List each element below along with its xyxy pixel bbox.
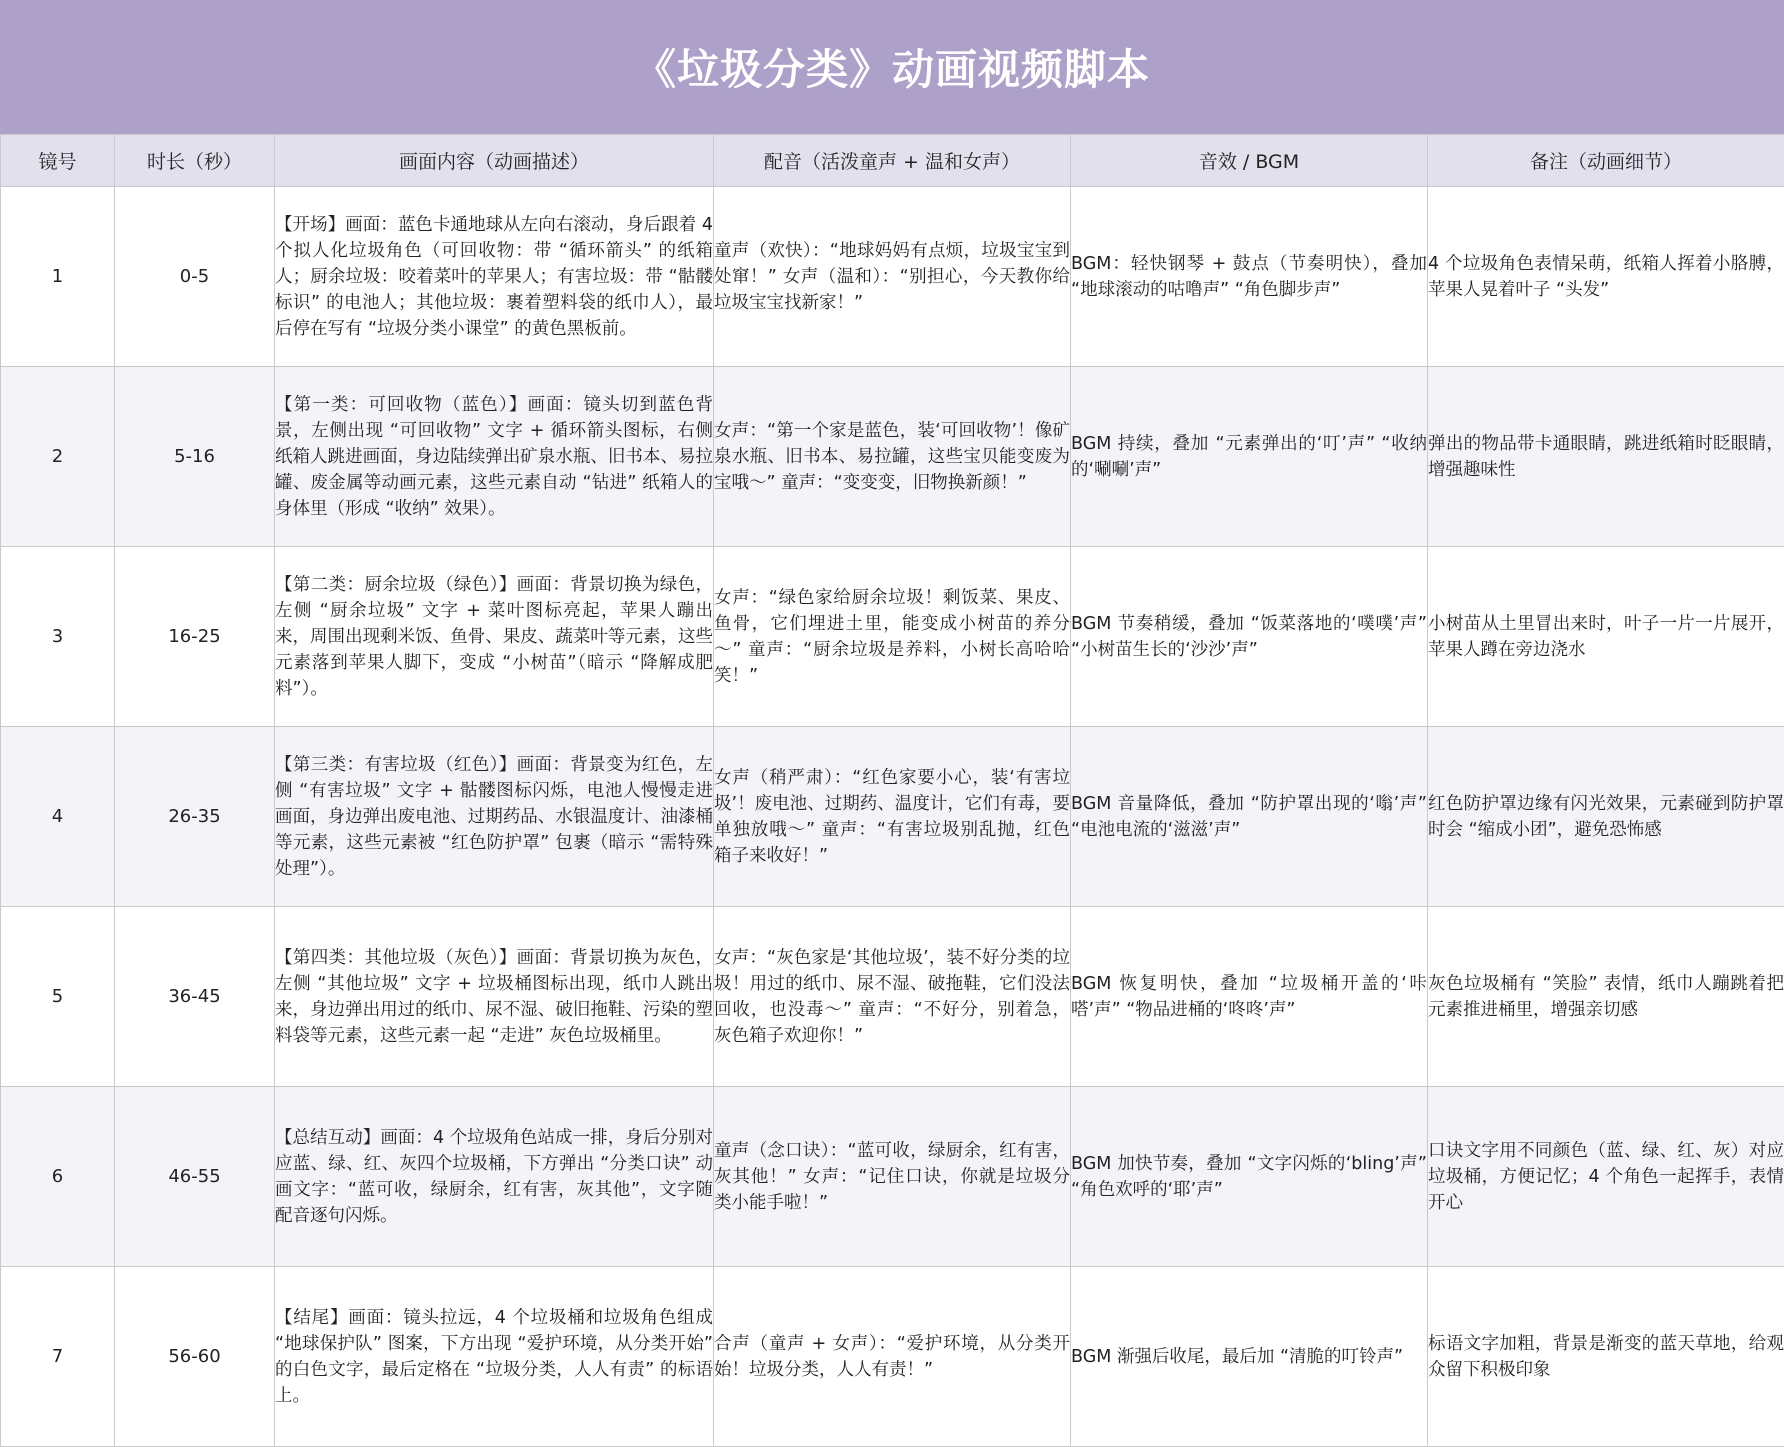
shot-cell: 5 [1, 907, 115, 1087]
duration-cell: 16-25 [115, 547, 275, 727]
sfx-cell: BGM 恢复明快，叠加 “垃圾桶开盖的‘咔嗒’声” “物品进桶的‘咚咚’声” [1071, 907, 1428, 1087]
voice-cell: 合声（童声 + 女声）：“爱护环境，从分类开始！垃圾分类，人人有责！” [714, 1267, 1071, 1447]
duration-cell: 36-45 [115, 907, 275, 1087]
voice-cell: 童声（欢快）：“地球妈妈有点烦，垃圾宝宝到处窜！” 女声（温和）：“别担心，今天教你给垃圾宝宝找新家！” [714, 187, 1071, 367]
scene-cell: 【结尾】画面：镜头拉远，4 个垃圾桶和垃圾角色组成 “地球保护队” 图案，下方出现 “爱护环境，从分类开始” 的白色文字，最后定格在 “垃圾分类，人人有责” 的标语上。 [275, 1267, 714, 1447]
sfx-cell: BGM：轻快钢琴 + 鼓点（节奏明快），叠加 “地球滚动的咕噜声” “角色脚步声” [1071, 187, 1428, 367]
voice-cell: 女声：“第一个家是蓝色，装‘可回收物’！像矿泉水瓶、旧书本、易拉罐，这些宝贝能变废为宝哦～” 童声：“变变变，旧物换新颜！” [714, 367, 1071, 547]
table-row [1, 727, 1784, 907]
column-header-scene: 画面内容（动画描述） [275, 135, 714, 187]
duration-cell: 26-35 [115, 727, 275, 907]
sfx-cell: BGM 渐强后收尾，最后加 “清脆的叮铃声” [1071, 1267, 1428, 1447]
notes-cell: 口诀文字用不同颜色（蓝、绿、红、灰）对应垃圾桶，方便记忆；4 个角色一起挥手，表情开心 [1428, 1087, 1784, 1267]
duration-cell: 56-60 [115, 1267, 275, 1447]
notes-cell: 弹出的物品带卡通眼睛，跳进纸箱时眨眼睛，增强趣味性 [1428, 367, 1784, 547]
sfx-cell: BGM 加快节奏，叠加 “文字闪烁的‘bling’声” “角色欢呼的‘耶’声” [1071, 1087, 1428, 1267]
notes-cell: 灰色垃圾桶有 “笑脸” 表情，纸巾人蹦跳着把元素推进桶里，增强亲切感 [1428, 907, 1784, 1087]
table-row [1, 367, 1784, 547]
shot-cell: 6 [1, 1087, 115, 1267]
table-row [1, 1267, 1784, 1447]
sfx-cell: BGM 音量降低，叠加 “防护罩出现的‘嗡’声” “电池电流的‘滋滋’声” [1071, 727, 1428, 907]
title-bar [0, 0, 1784, 135]
shot-cell: 4 [1, 727, 115, 907]
column-header-notes: 备注（动画细节） [1428, 135, 1784, 187]
column-header-shot: 镜号 [1, 135, 115, 187]
column-header-duration: 时长（秒） [115, 135, 275, 187]
table-row [1, 907, 1784, 1087]
scene-cell: 【开场】画面：蓝色卡通地球从左向右滚动，身后跟着 4 个拟人化垃圾角色（可回收物：带 “循环箭头” 的纸箱人；厨余垃圾：咬着菜叶的苹果人；有害垃圾：带 “骷髅标识” 的电池人；其他垃圾：裹着塑料袋的纸巾人），最后停在写有 “垃圾分类小课堂” 的黄色黑板前。 [275, 187, 714, 367]
duration-cell: 0-5 [115, 187, 275, 367]
shot-cell: 2 [1, 367, 115, 547]
voice-cell: 女声：“灰色家是‘其他垃圾’，装不好分类的垃圾！用过的纸巾、尿不湿、破拖鞋，它们没法回收，也没毒～” 童声：“不好分，别着急，灰色箱子欢迎你！” [714, 907, 1071, 1087]
shot-cell: 7 [1, 1267, 115, 1447]
table-row [1, 547, 1784, 727]
notes-cell: 红色防护罩边缘有闪光效果，元素碰到防护罩时会 “缩成小团”，避免恐怖感 [1428, 727, 1784, 907]
notes-cell: 4 个垃圾角色表情呆萌，纸箱人挥着小胳膊，苹果人晃着叶子 “头发” [1428, 187, 1784, 367]
scene-cell: 【第三类：有害垃圾（红色）】画面：背景变为红色，左侧 “有害垃圾” 文字 + 骷髅图标闪烁，电池人慢慢走进画面，身边弹出废电池、过期药品、水银温度计、油漆桶等元素，这些元素被 “红色防护罩” 包裹（暗示 “需特殊处理”）。 [275, 727, 714, 907]
shot-cell: 3 [1, 547, 115, 727]
table-header-row [1, 135, 1784, 187]
page-title: 《垃圾分类》动画视频脚本 [633, 45, 1150, 94]
scene-cell: 【第二类：厨余垃圾（绿色）】画面：背景切换为绿色，左侧 “厨余垃圾” 文字 + 菜叶图标亮起，苹果人蹦出来，周围出现剩米饭、鱼骨、果皮、蔬菜叶等元素，这些元素落到苹果人脚下，变成 “小树苗”（暗示 “降解成肥料”）。 [275, 547, 714, 727]
voice-cell: 女声：“绿色家给厨余垃圾！剩饭菜、果皮、鱼骨，它们埋进土里，能变成小树苗的养分～” 童声：“厨余垃圾是养料，小树长高哈哈笑！” [714, 547, 1071, 727]
shot-cell: 1 [1, 187, 115, 367]
voice-cell: 童声（念口诀）：“蓝可收，绿厨余，红有害，灰其他！” 女声：“记住口诀，你就是垃圾分类小能手啦！” [714, 1087, 1071, 1267]
script-table [0, 134, 1784, 1447]
column-header-voice: 配音（活泼童声 + 温和女声） [714, 135, 1071, 187]
scene-cell: 【总结互动】画面：4 个垃圾角色站成一排，身后分别对应蓝、绿、红、灰四个垃圾桶，下方弹出 “分类口诀” 动画文字：“蓝可收，绿厨余，红有害，灰其他”，文字随配音逐句闪烁。 [275, 1087, 714, 1267]
scene-cell: 【第四类：其他垃圾（灰色）】画面：背景切换为灰色，左侧 “其他垃圾” 文字 + 垃圾桶图标出现，纸巾人跳出来，身边弹出用过的纸巾、尿不湿、破旧拖鞋、污染的塑料袋等元素，这些元素一起 “走进” 灰色垃圾桶里。 [275, 907, 714, 1087]
duration-cell: 46-55 [115, 1087, 275, 1267]
notes-cell: 小树苗从土里冒出来时，叶子一片一片展开，苹果人蹲在旁边浇水 [1428, 547, 1784, 727]
table-row [1, 187, 1784, 367]
table-row [1, 1087, 1784, 1267]
notes-cell: 标语文字加粗，背景是渐变的蓝天草地，给观众留下积极印象 [1428, 1267, 1784, 1447]
sfx-cell: BGM 持续，叠加 “元素弹出的‘叮’声” “收纳的‘唰唰’声” [1071, 367, 1428, 547]
column-header-sfx: 音效 / BGM [1071, 135, 1428, 187]
sfx-cell: BGM 节奏稍缓，叠加 “饭菜落地的‘噗噗’声” “小树苗生长的‘沙沙’声” [1071, 547, 1428, 727]
duration-cell: 5-16 [115, 367, 275, 547]
voice-cell: 女声（稍严肃）：“红色家要小心，装‘有害垃圾’！废电池、过期药、温度计，它们有毒，要单独放哦～” 童声：“有害垃圾别乱抛，红色箱子来收好！” [714, 727, 1071, 907]
scene-cell: 【第一类：可回收物（蓝色）】画面：镜头切到蓝色背景，左侧出现 “可回收物” 文字 + 循环箭头图标，右侧纸箱人跳进画面，身边陆续弹出矿泉水瓶、旧书本、易拉罐、废金属等动画元素，这些元素自动 “钻进” 纸箱人的身体里（形成 “收纳” 效果）。 [275, 367, 714, 547]
